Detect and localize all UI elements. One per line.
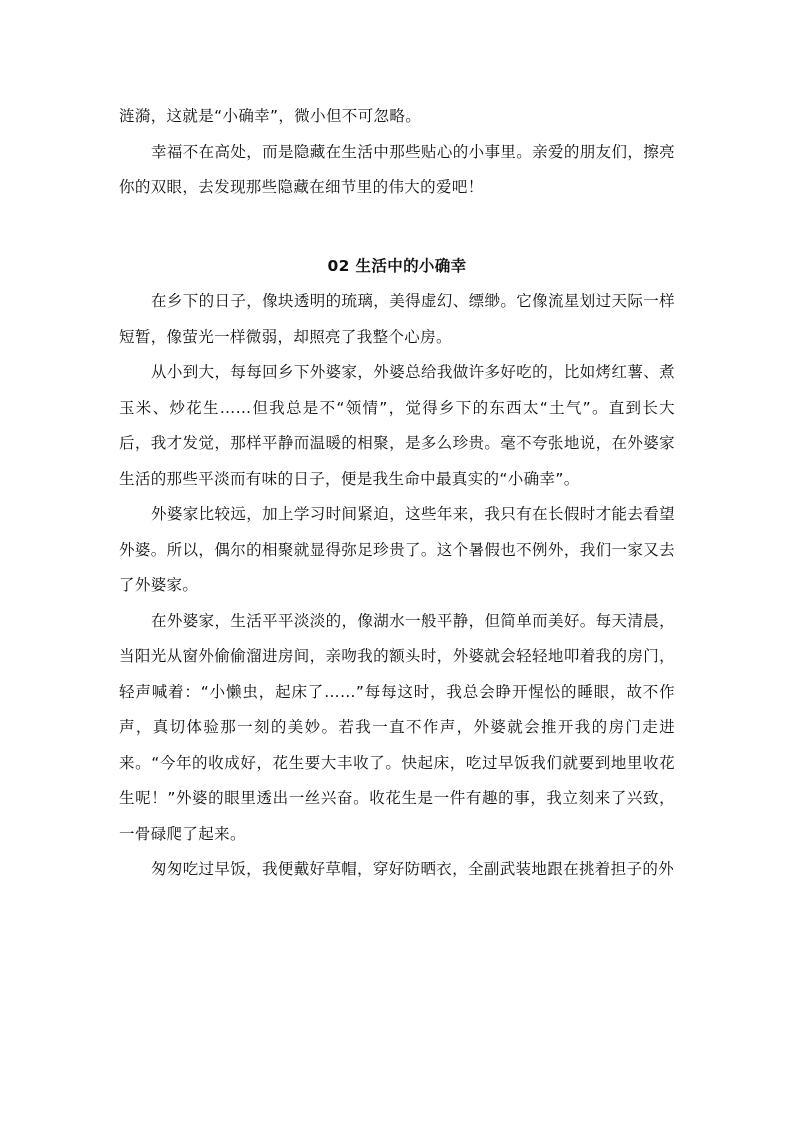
section-spacer: [119, 206, 675, 249]
section-title: 02 生活中的小确幸: [327, 256, 467, 275]
paragraph-happiness: 幸福不在高处，而是隐藏在生活中那些贴心的小事里。亲爱的朋友们，擦亮你的双眼，去发现那些隐藏在细节里的伟大的爱吧！: [119, 142, 675, 196]
paragraph-morning-life: 在外婆家，生活平平淡淡的，像湖水一般平静，但简单而美好。每天清晨，当阳光从窗外偷偷溜进房间，亲吻我的额头时，外婆就会轻轻地叩着我的房门，轻声喊着：“小懒虫，起床了……”每每这时，我总会睁开惺忪的睡眼，故不作声，真切体验那一刻的美妙。若我一直不作声，外婆就会推开我的房门走进来。“今年的收成好，花生要大丰收了。快起床，吃过早饭我们就要到地里收花生呢！”外婆的眼里透出一丝兴奋。收花生是一件有趣的事，我立刻来了兴致，一骨碌爬了起来。: [119, 611, 675, 843]
paragraph-grandma-food: 从小到大，每每回乡下外婆家，外婆总给我做许多好吃的，比如烤红薯、煮玉米、炒花生……但我总是不“领情”，觉得乡下的东西太“土气”。直到长大后，我才发觉，那样平静而温暖的相聚，是多么珍贵。毫不夸张地说，在外婆家生活的那些平淡而有味的日子，便是我生命中最真实的“小确幸”。: [119, 363, 675, 488]
paragraph-after-breakfast: 匆匆吃过早饭，我便戴好草帽，穿好防晒衣，全副武装地跟在挑着担子的外: [151, 860, 675, 878]
paragraph-continuation: 涟漪，这就是“小确幸”，微小但不可忽略。: [119, 107, 422, 125]
paragraph-village-days: 在乡下的日子，像块透明的琉璃，美得虚幻、缥缈。它像流星划过天际一样短暂，像萤光一样微弱，却照亮了我整个心房。: [119, 292, 675, 346]
paragraph-summer-visit: 外婆家比较远，加上学习时间紧迫，这些年来，我只有在长假时才能去看望外婆。所以，偶尔的相聚就显得弥足珍贵了。这个暑假也不例外，我们一家又去了外婆家。: [119, 505, 675, 594]
document-body: [119, 99, 675, 888]
